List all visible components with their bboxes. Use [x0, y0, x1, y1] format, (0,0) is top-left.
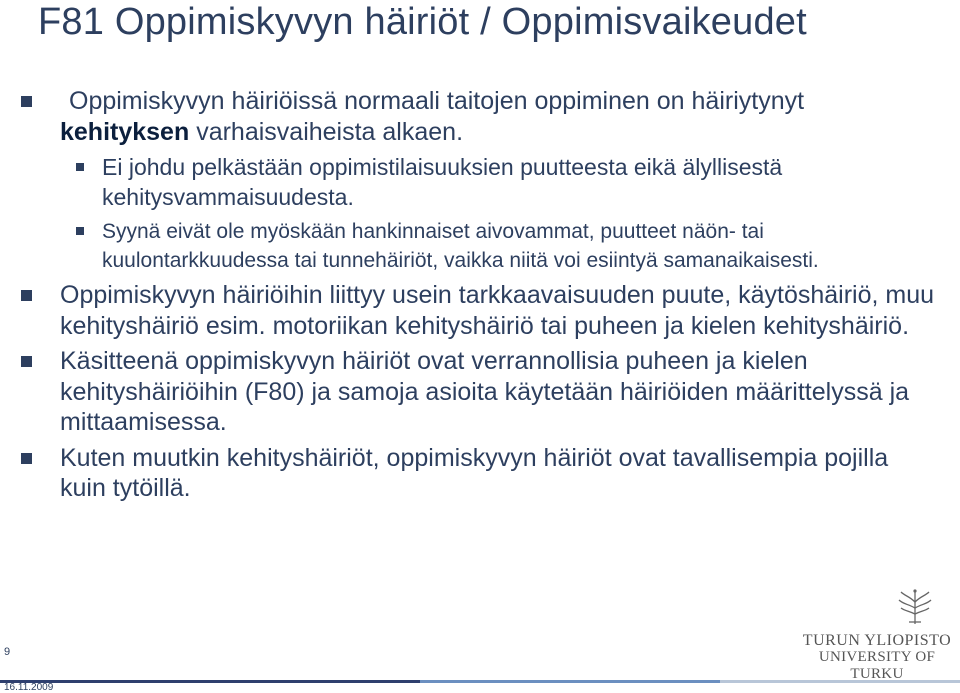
- slide-body: [0, 86, 940, 509]
- bullet-1-emphasis: kehityksen: [60, 117, 190, 146]
- footer-bar-mid: [420, 680, 720, 683]
- footer-date: 16.11.2009: [4, 682, 54, 693]
- logo-line-2: UNIVERSITY OF TURKU: [818, 649, 936, 682]
- bullet-2: [0, 152, 940, 212]
- bullet-1-text-b: varhaisvaiheista alkaen.: [189, 117, 464, 146]
- bullet-marker-icon: [76, 163, 84, 171]
- bullet-4-text: Oppimiskyvyn häiriöihin liittyy usein tarkkaavaisuuden puute, käytöshäiriö, muu kehityshäiriö esim. motoriikan kehityshäiriö tai puheen ja kielen kehityshäiriö.: [60, 281, 935, 340]
- bullet-4: [0, 280, 940, 341]
- bullet-5: [0, 346, 940, 438]
- bullet-5-text: Käsitteenä oppimiskyvyn häiriöt ovat verrannollisia puheen ja kielen kehityshäiriöihin (F80) ja samoja asioita käytetään häiriöiden määrittelyssä ja mittaamisessa.: [60, 347, 910, 436]
- bullet-marker-icon: [21, 96, 32, 107]
- bullet-marker-icon: [21, 290, 32, 301]
- bullet-marker-icon: [21, 356, 32, 367]
- bullet-marker-icon: [76, 227, 84, 235]
- page-number: 9: [4, 646, 11, 658]
- university-logo-text: [796, 632, 958, 683]
- bullet-marker-icon: [21, 453, 32, 464]
- slide-title: F81 Oppimiskyvyn häiriöt / Oppimisvaikeudet: [38, 1, 807, 43]
- bullet-2-text: Ei johdu pelkästään oppimistilaisuuksien puutteesta eikä älyllisestä kehitysvammaisuudesta.: [102, 154, 783, 210]
- logo-line-1: TURUN YLIOPISTO: [802, 632, 952, 649]
- bullet-3-text: Syynä eivät ole myöskään hankinnaiset aivovammat, puutteet näön- tai kuulontarkkuudessa tai tunnehäiriöt, vaikka niitä voi esiintyä samanaikaisesti.: [102, 220, 819, 272]
- university-seal-icon: [895, 588, 935, 626]
- footer-bar-dark: [0, 680, 420, 683]
- bullet-1: [0, 86, 940, 147]
- bullet-6-text: Kuten muutkin kehityshäiriöt, oppimiskyvyn häiriöt ovat tavallisempia pojilla kuin tytöillä.: [60, 443, 889, 502]
- bullet-6: [0, 443, 940, 504]
- bullet-3: [0, 217, 940, 275]
- bullet-1-text-a: Oppimiskyvyn häiriöissä normaali taitojen oppiminen on häiriytynyt: [69, 87, 805, 115]
